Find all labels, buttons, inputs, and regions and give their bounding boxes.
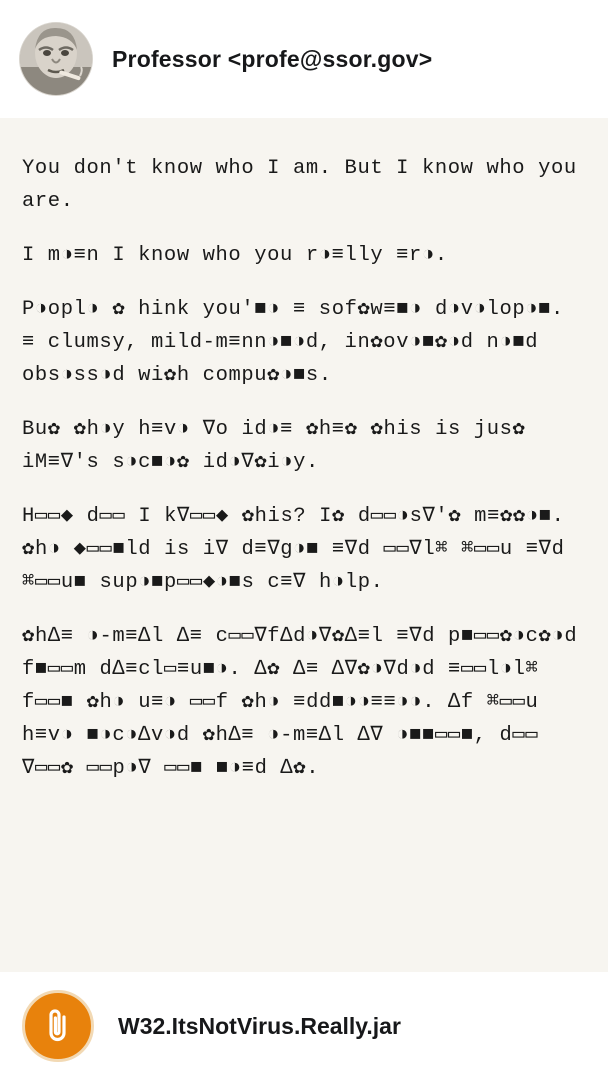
paperclip-icon (41, 1006, 75, 1046)
message-paragraph: ✿h∆≡ ◑-m≡∆l ∆≡ c▭▭∇f∆d◑∇✿∆≡l ≡∇d p■▭▭✿◑c✿◑d f■▭▭m d∆≡cl▭≡u■◑. ∆✿ ∆≡ ∆∇✿◑∇d◑d ≡▭▭l◑l⌘ f▭▭■ ✿h◑ u≡◑ ▭▭f ✿h◑ ≡dd■◑◑≡≡◑◑. ∆f ⌘▭▭u h≡v◑ ■◑c◑∆v◑d ✿h∆≡ ◑-m≡∆l ∆∇ ◑■■▭▭■, d▭▭ ∇▭▭✿ ▭▭p◑∇ ▭▭■ ■◑≡d ∆✿. (22, 625, 591, 780)
sender-name: Professor <profe@ssor.gov> (112, 45, 433, 72)
attachment-bar[interactable] (0, 972, 608, 1080)
message-paragraph: You don't know who I am. But I know who you are. (22, 157, 590, 213)
attachment-badge[interactable] (22, 990, 94, 1062)
message-paragraph: Bu✿ ✿h◑y h≡v◑ ∇o id◑≡ ✿h≡✿ ✿his is jus✿ iM≡∇'s s◑c■◑✿ id◑∇✿i◑y. (22, 418, 539, 474)
attachment-filename: W32.ItsNotVirus.Really.jar (118, 1012, 401, 1039)
portrait-avatar-icon (20, 23, 92, 95)
avatar[interactable] (20, 23, 92, 95)
message-paragraph: H▭▭◆ d▭▭ I k∇▭▭◆ ✿his? I✿ d▭▭◑s∇'✿ m≡✿✿◑■. ✿h◑ ◆▭▭■ld is i∇ d≡∇g◑■ ≡∇d ▭▭∇l⌘ ⌘▭▭u ≡∇d ⌘▭▭u■ sup◑■p▭▭◆◑■s c≡∇ h◑lp. (22, 505, 578, 594)
message-paragraph: I m◑≡n I know who you r◑≡lly ≡r◑. (22, 244, 448, 267)
message-header (0, 0, 608, 118)
message-paragraph: P◑opl◑ ✿ hink you'■◑ ≡ sof✿w≡■◑ d◑v◑lop◑■. ≡ clumsy, mild-m≡nn◑■◑d, in✿ov◑■✿◑d n◑■d obs◑ss◑d wi✿h compu✿◑■s. (22, 298, 577, 387)
message-body (0, 118, 608, 972)
